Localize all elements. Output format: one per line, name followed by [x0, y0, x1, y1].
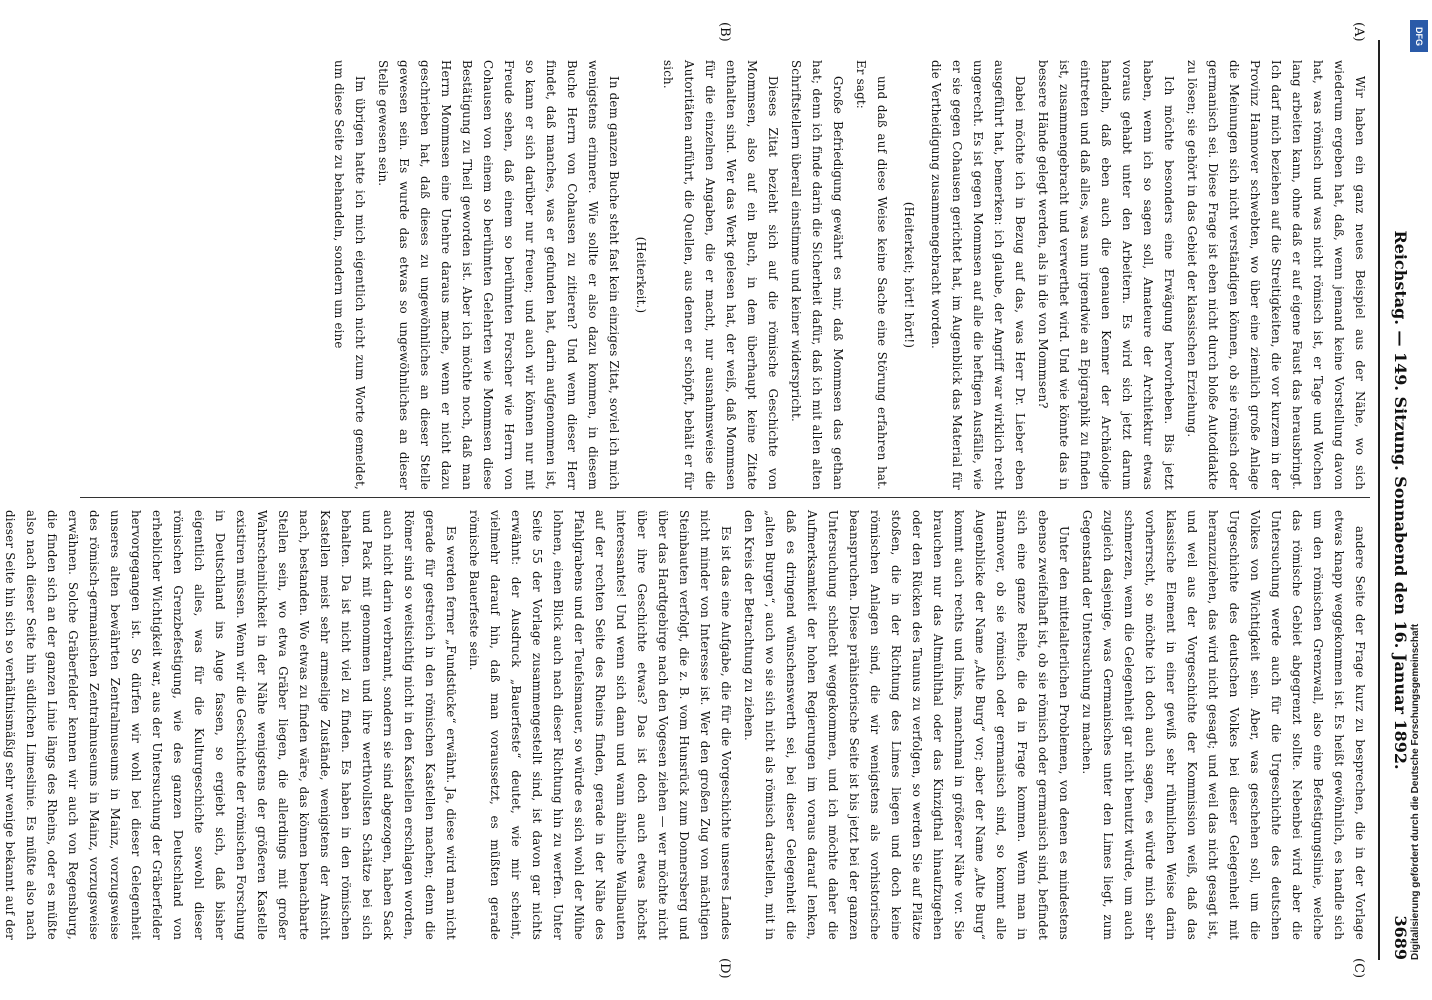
paragraph: Es werden ferner „Fundstücke“ erwähnt. Ja, diese wird man nicht gerade für gestreich in den römischen Kastellen machen; denn die Römer sind so weitsichtig nicht in den Kastellen erschlagen worden, auch nicht darin verbrannt, sondern sie sind abgezogen, haben Sack und Pack mit genommen und ihre werthvollsten Schätze bei sich behalten. Da ist nicht viel zu finden. Es haben in den römischen Kastellen meist sehr armselige Zustände, wenigstens der Ansicht nach, bestanden. Wo etwas zu finden wäre, das können benachbarte Stellen sein, wo etwa Gräber liegen, die allerdings mit großer Wahrscheinlichkeit in der Nähe wenigstens der größeren Kastelle existiren müssen. Wenn wir die Geschichte der römischen Forschung in Deutschland ins Auge fassen, so ergiebt sich, daß bisher eigentlich alles, was für die Kulturgeschichte sowohl dieser römischen Grenzbefestigung, wie des ganzen Deutschland von erheblicher Wichtigkeit war, aus der Untersuchung der Gräberfelder hervorgegangen ist. So dürfen wir wohl bei dieser Gelegenheit unseres alten bewährten Zentralmuseums in Mainz, vorzugsweise des römisch-germanischen Zentralmuseums in Mainz, vorzugsweise erwähnen. Solche Gräberfelder kennen wir auch von Regensburg, die finden sich an der ganzen Linie längs des Rheins, oder es müßte also nach dieser Seite hin südlichen Limeslinie. Es müßte also nach dieser Seite hin sich so verhältnismäßig sehr wenige bekannt auf der — [3, 510, 458, 940]
digitization-credit — [1410, 20, 1428, 980]
margin-marker-d: (D) — [717, 958, 732, 979]
dfg-logo: DFG — [1410, 20, 1428, 52]
margin-marker-c: (C) — [1351, 958, 1366, 979]
paragraph: (Heiterkeit.) — [634, 236, 648, 314]
margin-marker-a: (A) — [1351, 22, 1366, 42]
page-header — [1380, 40, 1410, 960]
paragraph: andere Seite der Frage kurz zu besprechen, die in der Vorlage etwas knapp weggekommen ist. Es heißt gewöhnlich, es handle sich um den römischen Grenzwall, also eine Befestigungslinie, welche das römische Gebiet abgegrenzt sollte. Nebenbei wird aber die Untersuchung werde auch für die Urgeschichte des deutschen Volkes von Wichtigkeit sein. Aber, was geschehen soll, um die Urgeschichte des deutschen Volkes bei dieser Gelegenheit mit heranzuziehen, das wird nicht gesagt; und weil das nicht gesagt ist, und weil aus der Vorgeschichte der Kommission weiß, daß das klassische Element in einer gewiß sehr rühmlichen Weise darin vorherrscht, so möchte ich doch auch sagen, es würde mich sehr schmerzen, wenn die Gelegenheit gar nicht benutzt würde, um auch zugleich dasjenige, was Germanisches unter den Limes liegt, zum Gegenstand der Untersuchung zu machen. — [1080, 510, 1367, 940]
paragraph: und daß auf diese Weise keine Sache eine Störung erfahren hat. Er sagt: — [854, 60, 889, 490]
page-title: Reichstag. — 149. Sitzung. Sonnabend den 16. Januar 1892. — [1391, 230, 1410, 770]
paragraph: Dieses Zitat bezieht sich auf die römische Geschichte von Mommsen, also auf ein Buch, in dem überhaupt keine Zitate enthalten sind. Wer das Werk gelesen hat, der weiß, daß Mommsen für die einzelnen Angaben, die er macht, nur ausnahmsweise die Autoritäten anführt, die Quellen, aus denen er schöpft, behält er für sich. — [661, 60, 780, 490]
paragraph: Im übrigen hatte ich mich eigentlich nicht zum Worte gemeldet, um diese Seite zu behandeln, sondern um eine — [332, 60, 367, 490]
header-rule — [1378, 40, 1380, 960]
text-column-right — [3, 510, 1370, 940]
paragraph: In dem ganzen Buche steht fast kein einziges Zitat, soviel ich mich wenigstens erinnere. Wie sollte er also dazu kommen, in diesem Buche Herrn von Cohausen zu zitieren? Und wenn dieser Herr findet, daß manches, was er gefunden hat, darin aufgenommen ist, so kann er sich darüber nur freuen; und auch wir können nur mit Freude sehen, daß einem so berühmten Forscher wie Herrn von Cohausen von einem so berühmten Gelehrten wie Mommsen diese Bestätigung zu Theil geworden ist. Aber ich möchte noch, daß man Herrn Mommsen eine Unehre daraus mache, wenn er nicht dazu geschrieben hat, daß dieses zu ungewöhnliches an dieser Stelle gewesen sein. Es wurde das etwas so ungewöhnliches an dieser Stelle gewesen sein. — [376, 60, 621, 490]
credit-text: Digitalisierung gefördert durch die Deutsche Forschungsgemeinschaft — [1410, 623, 1421, 960]
paragraph: Große Befriedigung gewährt es mir, daß Mommsen das gethan hat; denn ich finde darin die Sicherheit dafür, daß ich mit allen alten Schriftstellern überall einstimme und keiner widerspricht. — [789, 60, 845, 490]
paragraph: Ich möchte besonders eine Erwägung hervorheben. Bis jetzt haben, wenn ich so sagen soll, Amateure der Architektur etwas voraus gehabt unter den Arbeitern. Es wird sich jetzt darum handeln, daß eben auch die genauen Kenner der Archäologie eintreten und daß alles, was nun irgendwie an Epigraphik zu finden ist, zusammengebracht und verwerthet wird. Und wie könnte das in bessere Hände gelegt werden, als in die von Mommsen? — [1036, 60, 1176, 490]
margin-marker-b: (B) — [717, 22, 732, 42]
page-number: 3689 — [1391, 915, 1410, 960]
paragraph: Dabei möchte ich in Bezug auf das, was Herr Dr. Lieber eben ausgeführt hat, bemerken: ich glaube, der Angriff war wirklich recht ungerecht. Es ist gegen Mommsen auf alle die heftigen Ausfälle, wie er sie gegen Cohausen gerichtet hat, im Augenblick das Material für die Vertheidigung zusammengebracht worden. — [929, 60, 1027, 490]
paragraph: Es ist das eine Aufgabe, die für die Vorgeschichte unseres Landes nicht minder von Interesse ist. Wer den großen Zug von mächtigen Steinbauten verfolgt, die z. B. vom Hunsrück zum Donnersberg und über das Hardtgebirge nach den Vogesen ziehen — wer möchte nicht über ihre Geschichte etwas? Das ist doch auch etwas höchst interessantes! Und wenn sich dann und wann ähnliche Wallbauten auf der rechten Seite des Rheins finden, gerade in der Nähe des Pfahlgrabens und der Teufelsmauer, so würde es sich wohl der Mühe lohnen, einen Blick auch nach dieser Richtung hin zu werfen. Unter Seite 55 der Vorlage zusammengestellt sind, ist davon gar nichts erwähnt: der Ausdruck „Bauerfeste“ deutet, wie mir scheint, vielmehr darauf hin, daß man voraussetzt, es müßten gerade römische Bauerfeste sein. — [467, 510, 733, 940]
paragraph: Unter den mittelalterlichen Problemen, von denen es mindestens ebenso zweifelhaft ist, ob sie römisch oder germanisch sind, befindet sich eine ganze Reihe, die da in Frage kommen. Wenn man in Hannover, ob sie römisch oder germanisch sind, so kommt alle Augenblicke der Name „Alte Burg“ vor; aber der Name „Alte Burg“ kommt auch rechts und links, manchmal in größerer Nähe vor. Sie brauchen nur das Altmühlthal oder das Kinzigthal hinaufzugehen oder den Rücken des Taunus zu verfolgen, so werden Sie auf Plätze stoßen, die in der Richtung des Limes liegen und doch keine römischen Anlagen sind, die wir wenigstens als vorhistorische beanspruchen. Diese prähistorische Seite ist bis jetzt bei der ganzen Untersuchung schlecht weggekommen, und ich möchte daher die Aufmerksamkeit der hohen Regierungen im voraus darauf lenken, daß es dringend wünschenswerth sei, bei dieser Gelegenheit die „alten Burgen“, auch wo sie sich nicht als römisch darstellen, mit in den Kreis der Betrachtung zu ziehen. — [742, 510, 1071, 940]
text-column-left — [80, 60, 1370, 490]
paragraph: Wir haben ein ganz neues Beispiel aus der Nähe, wo sich wiederum ergeben hat, daß, wenn jemand keine Vorstellung davon hat, was römisch und was nicht römisch ist, er Tage und Wochen lang arbeiten kann, ohne daß er auf eigene Faust das herausbringt. Ich darf mich beziehen auf die Streitigkeiten, die vor kurzem in der Provinz Hannover schwebten, wo über eine ziemlich große Anlage die Meinungen sich nicht verständigen können, ob sie römisch oder germanisch sei. Diese Frage ist eben nicht durch bloße Autodidakte zu lösen; sie gehört in das Gebiet der klassischen Erziehung. — [1185, 60, 1367, 490]
paragraph: (Heiterkeit; hört! hört!) — [902, 201, 916, 349]
column-divider — [80, 497, 1370, 498]
